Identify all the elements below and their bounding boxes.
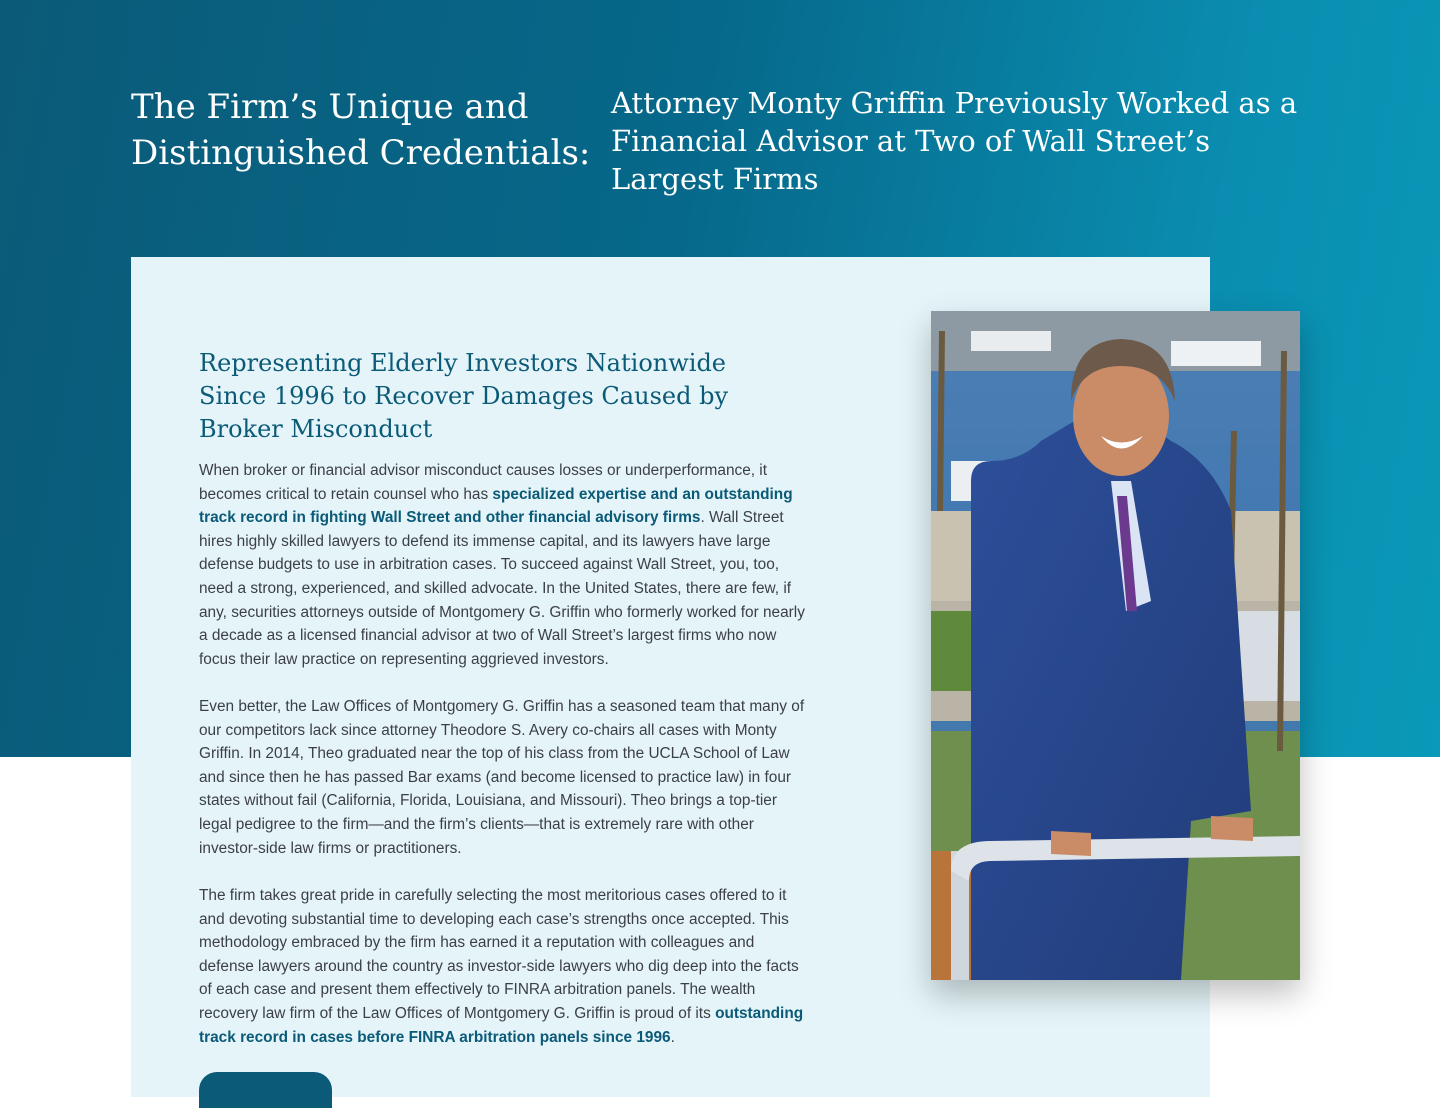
card-title: Representing Elderly Investors Nationwide Since 1996 to Recover Damages Caused by Broker Misconduct xyxy=(199,349,728,443)
paragraph-text: . xyxy=(670,1028,675,1046)
paragraph-text: The firm takes great pride in carefully selecting the most meritorious cases offered to it and devoting substantial time to developing each case’s strengths once accepted. This methodology embraced by the firm has earned it a reputation with colleagues and defense lawyers around the country as investor-side lawyers who dig deep into the facts of each case and present them effectively to FINRA arbitration panels. The wealth recovery law firm of the Law Offices of Montgomery G. Griffin is proud of its xyxy=(199,887,799,1022)
track-record-highlight: outstanding track record in cases before FINRA arbitration panels since 1996 xyxy=(199,1004,804,1046)
paragraph-track-record xyxy=(199,884,809,1049)
cta-button[interactable] xyxy=(199,1072,332,1108)
hero-subtitle: Attorney Monty Griffin Previously Worked as a Financial Advisor at Two of Wall Street’s Largest Firms xyxy=(611,86,1298,196)
paragraph-team: Even better, the Law Offices of Montgomery G. Griffin has a seasoned team that many of our competitors lack since attorney Theodore S. Avery co-chairs all cases with Monty Griffin. In 2014, Theo graduated near the top of his class from the UCLA School of Law and since then he has passed Bar exams (and become licensed to practice law) in four states without fail (California, Florida, Louisiana, and Missouri). Theo brings a top-tier legal pedigree to the firm—and the firm’s clients—that is extremely rare with other investor-side law firms or practitioners. xyxy=(199,698,805,857)
attorney-portrait-image xyxy=(931,311,1300,980)
paragraph-text: . Wall Street hires highly skilled lawyers to defend its immense capital, and its lawyers have large defense budgets to use in arbitration cases. To succeed against Wall Street, you, too, need a strong, experienced, and skilled advocate. In the United States, there are few, if any, securities attorneys outside of Montgomery G. Griffin who formerly worked for nearly a decade as a licensed financial advisor at two of Wall Street’s largest firms who now focus their law practice on representing aggrieved investors. xyxy=(199,509,805,668)
paragraph-expertise xyxy=(199,459,809,671)
attorney-photo xyxy=(931,311,1300,980)
hero-title: The Firm’s Unique and Distinguished Credentials: xyxy=(131,87,591,173)
paragraph-text: When broker or financial advisor misconduct causes losses or underperformance, it becomes critical to retain counsel who has xyxy=(199,462,768,503)
expertise-highlight: specialized expertise and an outstanding track record in fighting Wall Street and other financial advisory firms xyxy=(199,485,793,527)
